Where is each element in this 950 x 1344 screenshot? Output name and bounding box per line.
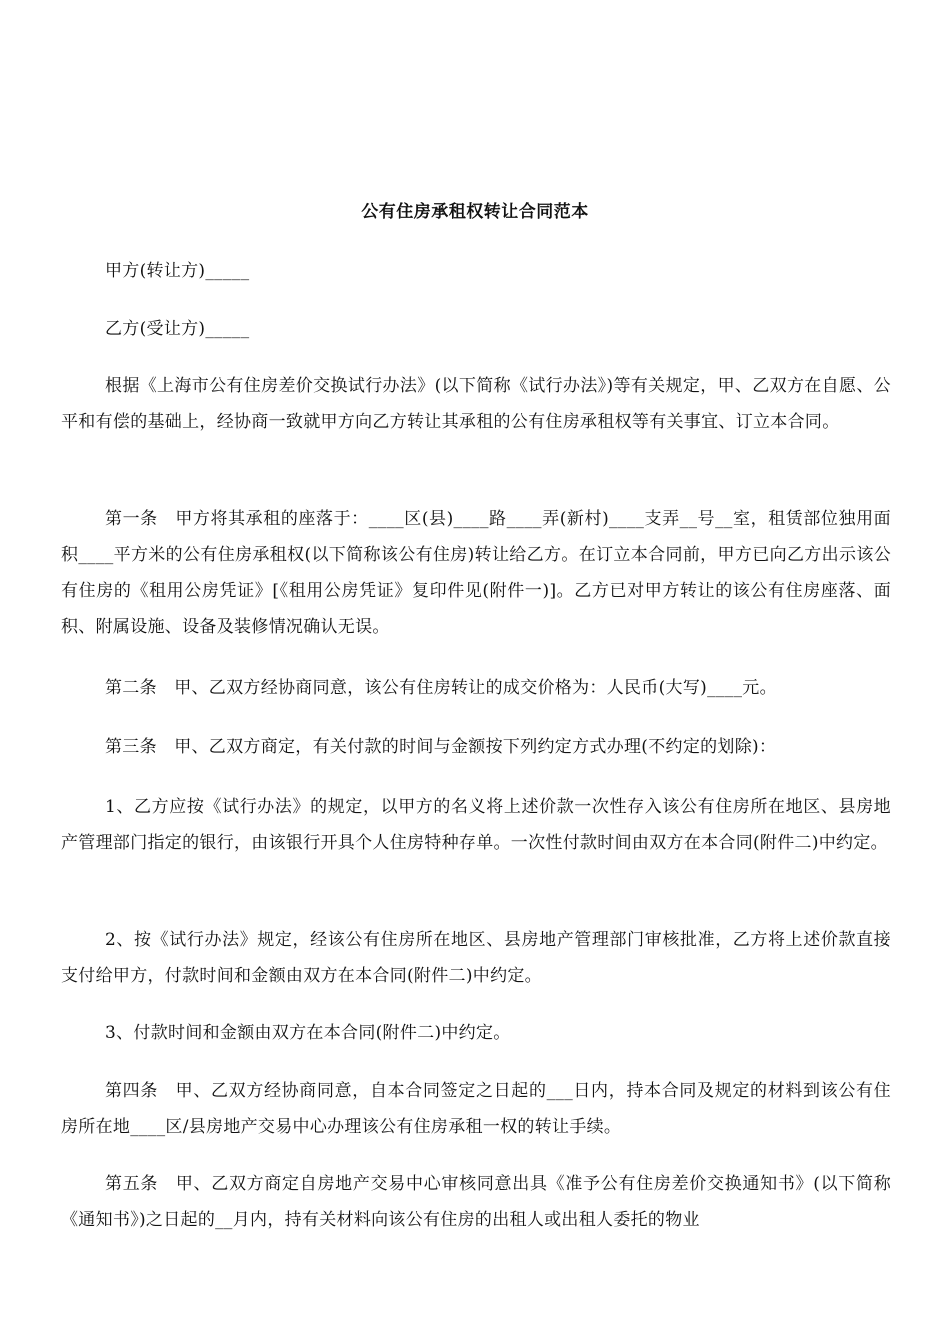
article-3-item-1: 1、乙方应按《试行办法》的规定，以甲方的名义将上述价款一次性存入该公有住房所在地区、县房地产管理部门指定的银行，由该银行开具个人住房特种存单。一次性付款时间由双方在本合同(附件二)中约定。 [61, 797, 891, 853]
document-title: 公有住房承租权转让合同范本 [361, 202, 589, 222]
article-1-paragraph: 第一条 甲方将其承租的座落于：____区(县)____路____弄(新村)____支弄__号__室，租赁部位独用面积____平方米的公有住房承租权(以下简称该公有住房)转让给乙方。在订立本合同前，甲方已向乙方出示该公有住房的《租用公房凭证》[《租用公房凭证》复印件见(附件一)]。乙方已对甲方转让的该公有住房座落、面积、附属设施、设备及装修情况确认无误。 [61, 509, 891, 637]
article-2-paragraph: 第二条 甲、乙双方经协商同意，该公有住房转让的成交价格为：人民币(大写)____元。 [105, 678, 777, 698]
party-b-line: 乙方(受让方)_____ [105, 319, 250, 339]
article-3-item-3: 3、付款时间和金额由双方在本合同(附件二)中约定。 [105, 1023, 511, 1043]
article-4-paragraph: 第四条 甲、乙双方经协商同意，自本合同签定之日起的___日内，持本合同及规定的材料到该公有住房所在地____区/县房地产交易中心办理该公有住房承租一权的转让手续。 [61, 1081, 891, 1137]
article-3-paragraph: 第三条 甲、乙双方商定，有关付款的时间与金额按下列约定方式办理(不约定的划除)： [105, 737, 777, 757]
article-5-paragraph: 第五条 甲、乙双方商定自房地产交易中心审核同意出具《准予公有住房差价交换通知书》(以下简称《通知书》)之日起的__月内，持有关材料向该公有住房的出租人或出租人委托的物业 [61, 1174, 891, 1230]
party-a-line: 甲方(转让方)_____ [105, 261, 250, 281]
article-3-item-2: 2、按《试行办法》规定，经该公有住房所在地区、县房地产管理部门审核批准，乙方将上述价款直接支付给甲方，付款时间和金额由双方在本合同(附件二)中约定。 [61, 930, 891, 986]
preamble-paragraph: 根据《上海市公有住房差价交换试行办法》(以下简称《试行办法》)等有关规定，甲、乙双方在自愿、公平和有偿的基础上，经协商一致就甲方向乙方转让其承租的公有住房承租权等有关事宜、订立本合同。 [61, 376, 891, 432]
